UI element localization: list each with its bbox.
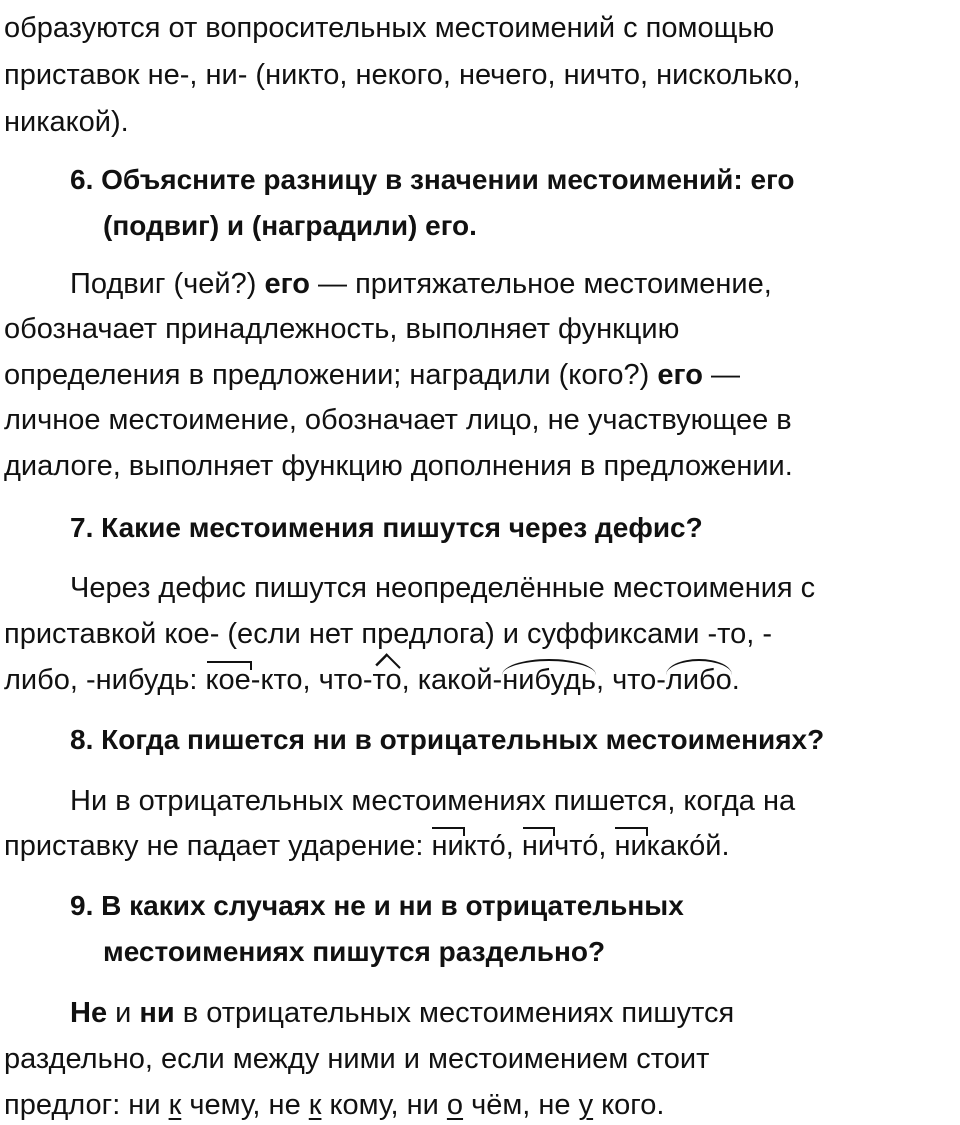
answer-6-bold-word: его bbox=[657, 359, 703, 391]
answer-9-text: предлог: ни bbox=[4, 1089, 169, 1121]
answer-7-text: , что- bbox=[595, 664, 666, 696]
answer-9-line-2: раздельно, если между ними и местоимением стоит bbox=[4, 1043, 710, 1075]
question-6-title-line-1: 6. Объясните разницу в значении местоимений: его bbox=[70, 164, 795, 195]
answer-9-text: и bbox=[107, 997, 140, 1029]
answer-9-text: кому, ни bbox=[321, 1089, 447, 1121]
question-9-title-line-1: 9. В каких случаях не и ни в отрицательных bbox=[70, 890, 684, 921]
answer-8-line-2 bbox=[4, 826, 730, 866]
question-8-title: 8. Когда пишется ни в отрицательных местоимениях? bbox=[70, 724, 825, 755]
answer-6-line-3 bbox=[4, 355, 740, 395]
answer-7-text: , какой- bbox=[401, 664, 503, 696]
answer-7-text: либо, -нибудь: bbox=[4, 664, 206, 696]
suffix-mark: либо bbox=[666, 660, 732, 700]
suffix-mark: то bbox=[373, 660, 402, 700]
answer-8-text: что́, bbox=[554, 830, 615, 862]
intro-line-3: никакой). bbox=[4, 106, 129, 138]
answer-9-bold-word: Не bbox=[70, 997, 108, 1029]
question-7-title: 7. Какие местоимения пишутся через дефис? bbox=[70, 512, 703, 543]
answer-9-line-1 bbox=[70, 993, 734, 1033]
answer-6-line-2: обозначает принадлежность, выполняет функцию bbox=[4, 313, 680, 345]
answer-9-text: кого. bbox=[593, 1089, 665, 1121]
answer-9-bold-word: ни bbox=[139, 997, 175, 1029]
answer-7-line-3 bbox=[4, 660, 740, 700]
answer-9-text: чём, не bbox=[463, 1089, 579, 1121]
answer-7-line-1: Через дефис пишутся неопределённые местоимения с bbox=[70, 572, 816, 604]
answer-6-line-1 bbox=[70, 264, 772, 304]
prefix-mark: ни bbox=[614, 826, 646, 866]
answer-6-text: — bbox=[702, 359, 740, 391]
preposition-underlined: о bbox=[446, 1089, 464, 1121]
answer-9-line-3 bbox=[4, 1085, 664, 1125]
answer-6-line-4: личное местоимение, обозначает лицо, не участвующее в bbox=[4, 404, 792, 436]
prefix-mark: ни bbox=[522, 826, 554, 866]
question-6-title-line-2: (подвиг) и (наградили) его. bbox=[103, 210, 477, 241]
answer-8-text: приставку не падает ударение: bbox=[4, 830, 432, 862]
answer-7-line-2: приставкой кое- (если нет предлога) и суффиксами -то, - bbox=[4, 618, 772, 650]
answer-7-text: -кто, что- bbox=[250, 664, 373, 696]
prefix-mark: ни bbox=[431, 826, 463, 866]
question-9-title-line-2: местоимениях пишутся раздельно? bbox=[103, 936, 606, 967]
preposition-underlined: к bbox=[308, 1089, 322, 1121]
answer-6-line-5: диалоге, выполняет функцию дополнения в предложении. bbox=[4, 450, 793, 482]
answer-6-text: — притяжательное местоимение, bbox=[309, 268, 772, 300]
answer-8-text: како́й. bbox=[646, 830, 730, 862]
answer-8-text: кто́, bbox=[463, 830, 522, 862]
suffix-mark: нибудь bbox=[502, 660, 596, 700]
answer-6-bold-word: его bbox=[264, 268, 310, 300]
intro-line-1: образуются от вопросительных местоимений с помощью bbox=[4, 12, 775, 44]
answer-8-line-1: Ни в отрицательных местоимениях пишется, когда на bbox=[70, 785, 796, 817]
answer-9-text: чему, не bbox=[181, 1089, 309, 1121]
answer-6-text: Подвиг (чей?) bbox=[70, 268, 265, 300]
answer-7-text: . bbox=[731, 664, 740, 696]
answer-6-text: определения в предложении; наградили (кого?) bbox=[4, 359, 658, 391]
preposition-underlined: к bbox=[168, 1089, 182, 1121]
prefix-mark: кое bbox=[206, 660, 251, 700]
intro-line-2: приставок не-, ни- (никто, некого, нечего, ничто, нисколько, bbox=[4, 59, 801, 91]
answer-9-text: в отрицательных местоимениях пишутся bbox=[174, 997, 735, 1029]
preposition-underlined: у bbox=[578, 1089, 594, 1121]
